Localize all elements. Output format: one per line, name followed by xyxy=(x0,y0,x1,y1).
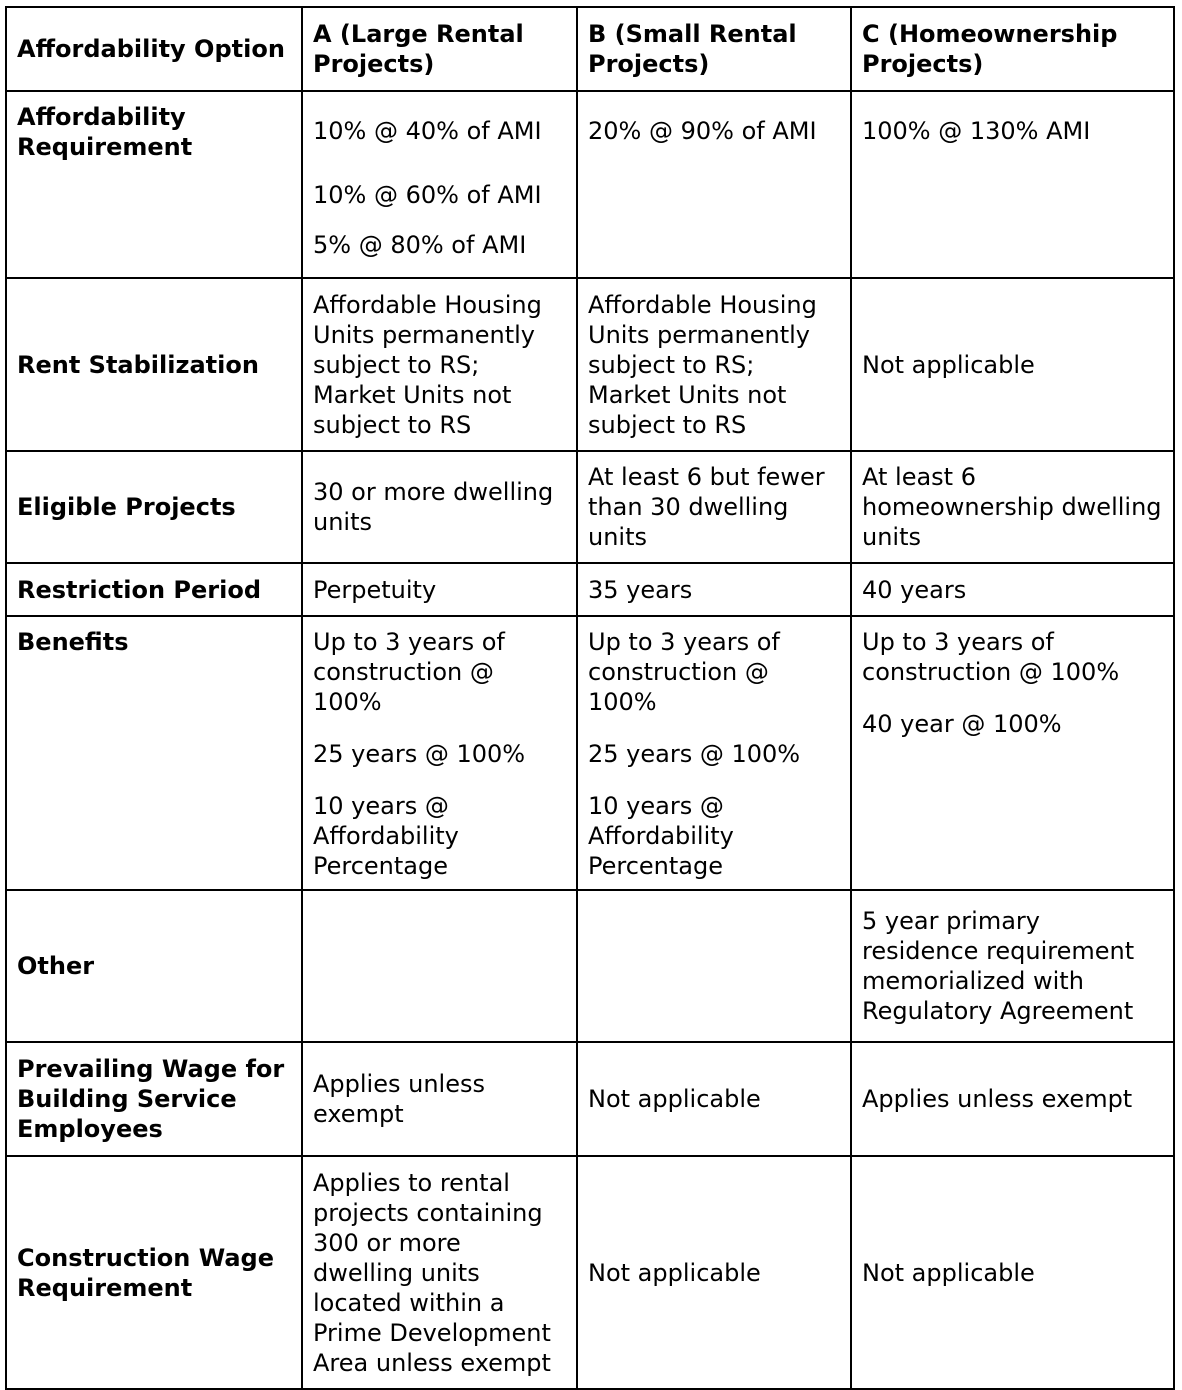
cell-b-rent-stabilization: Affordable Housing Units permanently subject to RS; Market Units not subject to RS xyxy=(577,278,851,451)
benefit-a-line-2: 25 years @ 100% xyxy=(313,740,526,768)
benefit-b-line-2: 25 years @ 100% xyxy=(588,740,801,768)
benefit-a-line-1: Up to 3 years of construction @ 100% xyxy=(313,628,505,716)
cell-c-restriction-period: 40 years xyxy=(851,563,1174,616)
cell-b-benefits xyxy=(577,616,851,890)
cell-a-construction-wage: Applies to rental projects containing 300 or more dwelling units located within a Prime Development Area unless exempt xyxy=(302,1156,577,1389)
cell-a-affordability-requirement xyxy=(302,91,577,278)
cell-c-prevailing-wage: Applies unless exempt xyxy=(851,1042,1174,1156)
cell-b-other xyxy=(577,890,851,1042)
table-row-other xyxy=(6,890,1174,1042)
cell-c-affordability-requirement: 100% @ 130% AMI xyxy=(851,91,1174,278)
cell-b-affordability-requirement: 20% @ 90% of AMI xyxy=(577,91,851,278)
cell-c-other: 5 year primary residence requirement memorialized with Regulatory Agreement xyxy=(851,890,1174,1042)
benefit-c-line-2: 40 year @ 100% xyxy=(862,710,1062,738)
table-row-affordability-requirement xyxy=(6,91,1174,278)
header-option-c: C (Homeownership Projects) xyxy=(851,7,1174,91)
affordability-options-table xyxy=(5,6,1175,1390)
table-row-construction-wage xyxy=(6,1156,1174,1389)
cell-c-rent-stabilization: Not applicable xyxy=(851,278,1174,451)
benefit-c-line-1: Up to 3 years of construction @ 100% xyxy=(862,628,1120,686)
header-option-a: A (Large Rental Projects) xyxy=(302,7,577,91)
row-label-construction-wage: Construction Wage Requirement xyxy=(6,1156,302,1389)
row-label-benefits: Benefits xyxy=(6,616,302,890)
cell-a-eligible-projects: 30 or more dwelling units xyxy=(302,451,577,563)
cell-a-other xyxy=(302,890,577,1042)
table-row-prevailing-wage xyxy=(6,1042,1174,1156)
cell-c-benefits xyxy=(851,616,1174,890)
table-row-eligible-projects xyxy=(6,451,1174,563)
benefit-b-line-3: 10 years @ Affordability Percentage xyxy=(588,792,734,880)
benefit-a-line-3: 10 years @ Affordability Percentage xyxy=(313,792,459,880)
cell-a-benefits xyxy=(302,616,577,890)
header-option-b: B (Small Rental Projects) xyxy=(577,7,851,91)
table-row-benefits xyxy=(6,616,1174,890)
cell-a-restriction-period: Perpetuity xyxy=(302,563,577,616)
requirement-a-line-1: 10% @ 40% of AMI xyxy=(313,117,542,145)
row-label-rent-stabilization: Rent Stabilization xyxy=(6,278,302,451)
cell-b-restriction-period: 35 years xyxy=(577,563,851,616)
row-label-restriction-period: Restriction Period xyxy=(6,563,302,616)
cell-b-construction-wage: Not applicable xyxy=(577,1156,851,1389)
table-row-rent-stabilization xyxy=(6,278,1174,451)
cell-c-eligible-projects: At least 6 homeownership dwelling units xyxy=(851,451,1174,563)
row-label-affordability-requirement: Affordability Requirement xyxy=(6,91,302,278)
requirement-a-line-2: 10% @ 60% of AMI xyxy=(313,181,542,209)
row-label-other: Other xyxy=(6,890,302,1042)
cell-b-prevailing-wage: Not applicable xyxy=(577,1042,851,1156)
cell-a-rent-stabilization: Affordable Housing Units permanently subject to RS; Market Units not subject to RS xyxy=(302,278,577,451)
cell-b-eligible-projects: At least 6 but fewer than 30 dwelling units xyxy=(577,451,851,563)
row-label-eligible-projects: Eligible Projects xyxy=(6,451,302,563)
requirement-a-line-3: 5% @ 80% of AMI xyxy=(313,231,527,259)
row-label-prevailing-wage: Prevailing Wage for Building Service Employees xyxy=(6,1042,302,1156)
benefit-b-line-1: Up to 3 years of construction @ 100% xyxy=(588,628,780,716)
cell-a-prevailing-wage: Applies unless exempt xyxy=(302,1042,577,1156)
table-row-restriction-period xyxy=(6,563,1174,616)
cell-c-construction-wage: Not applicable xyxy=(851,1156,1174,1389)
table-header-row xyxy=(6,7,1174,91)
header-affordability-option: Affordability Option xyxy=(6,7,302,91)
